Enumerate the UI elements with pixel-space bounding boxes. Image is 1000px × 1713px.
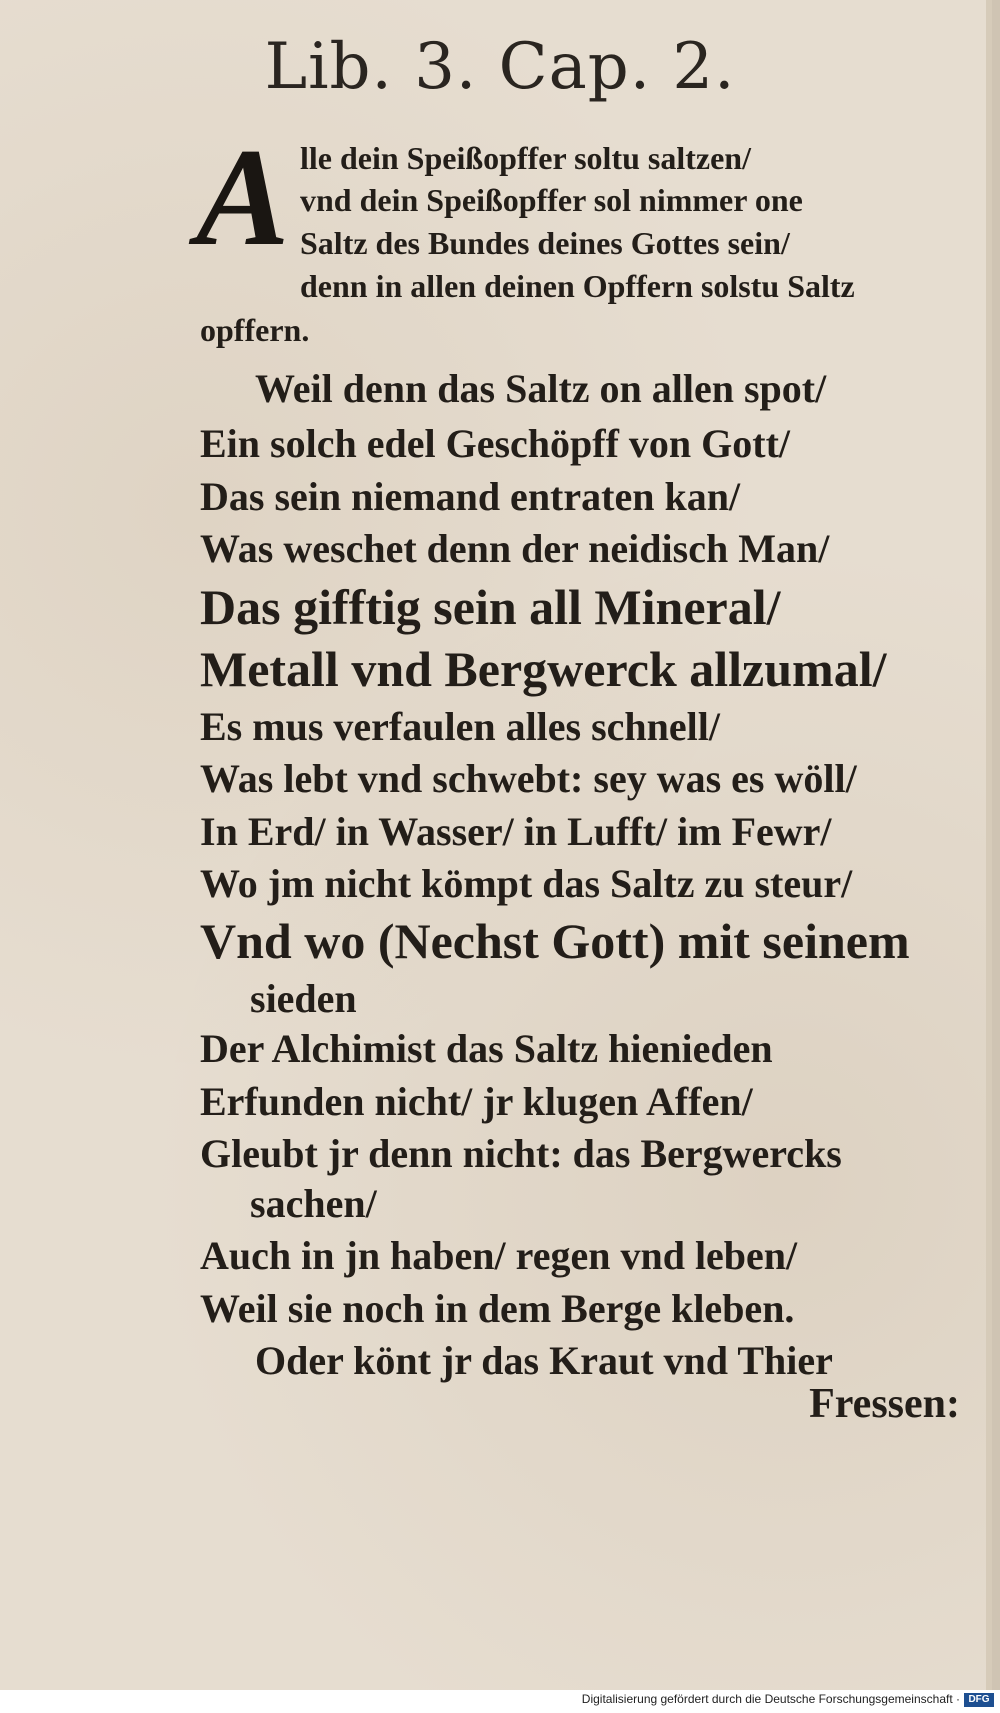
verse-line: Oder könt jr das Kraut vnd Thier	[255, 1338, 833, 1383]
verse-line: Gleubt jr denn nicht: das Bergwercks	[200, 1131, 842, 1176]
chapter-title: Lib. 3. Cap. 2.	[264, 30, 736, 104]
text-line: vnd dein Speißopffer sol nimmer one	[300, 182, 803, 218]
funding-note: Digitalisierung gefördert durch die Deutsche Forschungsgemeinschaft ·	[581, 1692, 960, 1706]
verse-line: Ein solch edel Geschöpff von Gott/	[200, 421, 791, 466]
verse-line: Auch in jn haben/ regen vnd leben/	[200, 1233, 798, 1278]
verse-line: Was lebt vnd schwebt: sey was es wöll/	[200, 756, 857, 801]
verse-line: Vnd wo (Nechst Gott) mit seinem	[200, 913, 910, 969]
verse-line: Metall vnd Bergwerck allzumal/	[200, 641, 887, 697]
text-line: opffern.	[200, 312, 310, 348]
verse-line: Weil sie noch in dem Berge kleben.	[200, 1286, 795, 1331]
decorated-initial: A	[196, 120, 290, 275]
text-line: denn in allen deinen Opffern solstu Saltz	[300, 268, 855, 304]
verse-line: Es mus verfaulen alles schnell/	[200, 704, 721, 749]
verse-line: Wo jm nicht kömpt das Saltz zu steur/	[200, 861, 853, 906]
verse-line: sieden	[250, 976, 357, 1021]
verse-line: Das gifftig sein all Mineral/	[200, 579, 781, 635]
text-line: Saltz des Bundes deines Gottes sein/	[300, 225, 790, 261]
verse-line: In Erd/ in Wasser/ in Lufft/ im Fewr/	[200, 809, 832, 854]
text-line: lle dein Speißopffer soltu saltzen/	[300, 140, 751, 176]
verse-line: Weil denn das Saltz on allen spot/	[255, 366, 827, 411]
catchword: Fressen:	[809, 1381, 960, 1427]
page-header	[0, 30, 1000, 104]
verse-line: Das sein niemand entraten kan/	[200, 474, 741, 519]
verse-line: Was weschet denn der neidisch Man/	[200, 526, 830, 571]
dfg-logo-icon: DFG	[964, 1693, 994, 1707]
footer-bar	[0, 1690, 1000, 1713]
verse-line: Der Alchimist das Saltz hienieden	[200, 1026, 773, 1071]
verse-line: sachen/	[250, 1181, 377, 1226]
page-edge	[992, 0, 1000, 1690]
verse-line: Erfunden nicht/ jr klugen Affen/	[200, 1079, 753, 1124]
